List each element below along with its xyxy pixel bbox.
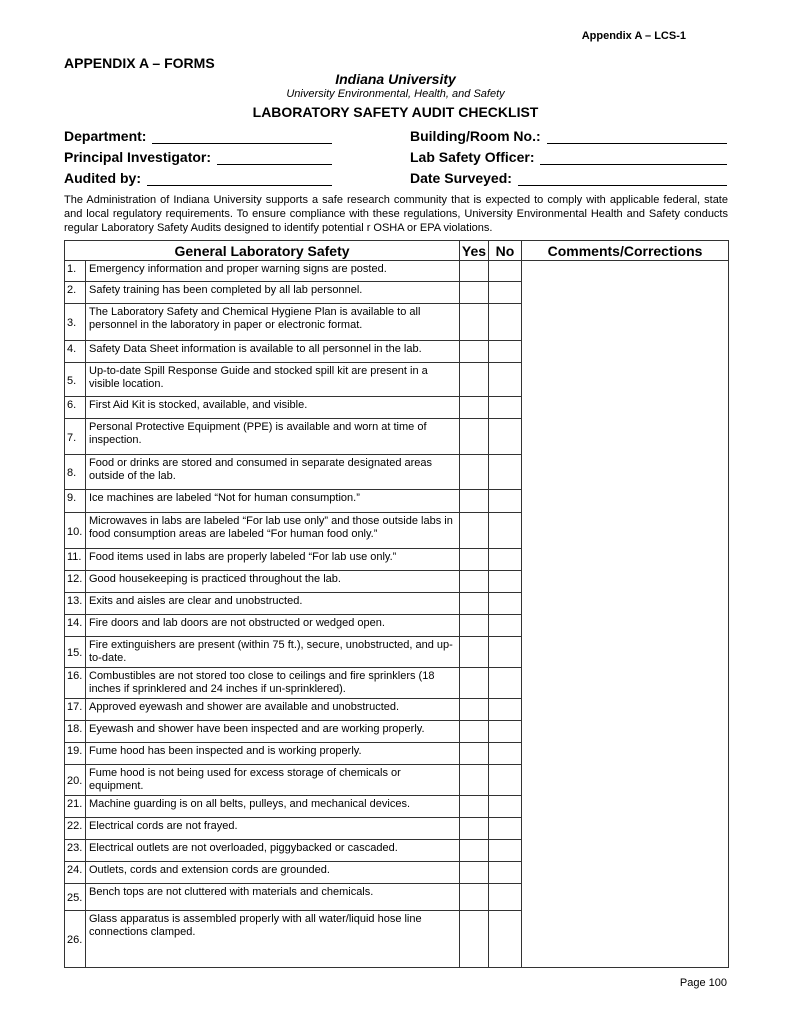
- yes-checkbox-cell[interactable]: [460, 796, 489, 818]
- date-surveyed-field: [410, 170, 727, 186]
- item-number: 2.: [65, 282, 86, 304]
- item-number: 25.: [65, 884, 86, 911]
- item-number: 7.: [65, 419, 86, 455]
- no-checkbox-cell[interactable]: [489, 549, 522, 571]
- date-surveyed-blank[interactable]: [518, 171, 727, 186]
- no-checkbox-cell[interactable]: [489, 490, 522, 513]
- yes-checkbox-cell[interactable]: [460, 549, 489, 571]
- page-number: Page 100: [679, 977, 727, 989]
- yes-checkbox-cell[interactable]: [460, 490, 489, 513]
- principal-investigator-label: Principal Investigator:: [64, 149, 212, 165]
- item-number: 16.: [65, 668, 86, 699]
- yes-checkbox-cell[interactable]: [460, 818, 489, 840]
- yes-checkbox-cell[interactable]: [460, 911, 489, 968]
- audited-by-label: Audited by:: [64, 170, 141, 186]
- item-text: Emergency information and proper warning signs are posted.: [86, 261, 460, 282]
- item-text: Safety Data Sheet information is available to all personnel in the lab.: [86, 341, 460, 363]
- no-checkbox-cell[interactable]: [489, 304, 522, 341]
- no-checkbox-cell[interactable]: [489, 513, 522, 549]
- item-text: Safety training has been completed by all lab personnel.: [86, 282, 460, 304]
- item-number: 5.: [65, 363, 86, 397]
- no-checkbox-cell[interactable]: [489, 593, 522, 615]
- item-text: Glass apparatus is assembled properly with all water/liquid hose line connections clamped.: [86, 911, 460, 968]
- lab-safety-officer-blank[interactable]: [540, 150, 727, 165]
- yes-checkbox-cell[interactable]: [460, 699, 489, 721]
- principal-investigator-blank[interactable]: [217, 150, 332, 165]
- forms-heading: APPENDIX A – FORMS: [64, 55, 215, 71]
- item-text: Fire doors and lab doors are not obstructed or wedged open.: [86, 615, 460, 637]
- lab-safety-officer-label: Lab Safety Officer:: [410, 149, 535, 165]
- no-checkbox-cell[interactable]: [489, 397, 522, 419]
- item-number: 13.: [65, 593, 86, 615]
- item-text: Approved eyewash and shower are available and unobstructed.: [86, 699, 460, 721]
- no-checkbox-cell[interactable]: [489, 363, 522, 397]
- yes-checkbox-cell[interactable]: [460, 637, 489, 668]
- item-text: Combustibles are not stored too close to ceilings and fire sprinklers (18 inches if sprinklered and 24 inches if un-sprinklered).: [86, 668, 460, 699]
- yes-checkbox-cell[interactable]: [460, 884, 489, 911]
- yes-checkbox-cell[interactable]: [460, 765, 489, 796]
- item-number: 9.: [65, 490, 86, 513]
- item-number: 4.: [65, 341, 86, 363]
- item-number: 19.: [65, 743, 86, 765]
- yes-checkbox-cell[interactable]: [460, 341, 489, 363]
- item-text: Fume hood has been inspected and is working properly.: [86, 743, 460, 765]
- no-header: No: [489, 241, 522, 261]
- audited-by-field: [64, 170, 332, 186]
- no-checkbox-cell[interactable]: [489, 721, 522, 743]
- no-checkbox-cell[interactable]: [489, 884, 522, 911]
- checklist-table: [64, 240, 729, 968]
- yes-checkbox-cell[interactable]: [460, 862, 489, 884]
- yes-checkbox-cell[interactable]: [460, 721, 489, 743]
- yes-checkbox-cell[interactable]: [460, 840, 489, 862]
- item-text: Food or drinks are stored and consumed in separate designated areas outside of the lab.: [86, 455, 460, 490]
- department-label: Department:: [64, 128, 147, 144]
- item-number: 12.: [65, 571, 86, 593]
- appendix-reference: Appendix A – LCS-1: [581, 30, 686, 42]
- no-checkbox-cell[interactable]: [489, 765, 522, 796]
- no-checkbox-cell[interactable]: [489, 455, 522, 490]
- item-text: Microwaves in labs are labeled “For lab use only” and those outside labs in food consumption areas are labeled “For human food only.”: [86, 513, 460, 549]
- no-checkbox-cell[interactable]: [489, 699, 522, 721]
- item-number: 3.: [65, 304, 86, 341]
- table-row: [65, 261, 729, 282]
- item-number: 20.: [65, 765, 86, 796]
- yes-checkbox-cell[interactable]: [460, 668, 489, 699]
- item-text: First Aid Kit is stocked, available, and visible.: [86, 397, 460, 419]
- no-checkbox-cell[interactable]: [489, 419, 522, 455]
- item-number: 14.: [65, 615, 86, 637]
- item-text: Outlets, cords and extension cords are grounded.: [86, 862, 460, 884]
- item-number: 1.: [65, 261, 86, 282]
- building-room-blank[interactable]: [547, 129, 727, 144]
- department-blank[interactable]: [152, 129, 332, 144]
- department-subtitle: University Environmental, Health, and Safety: [286, 88, 505, 100]
- item-number: 15.: [65, 637, 86, 668]
- no-checkbox-cell[interactable]: [489, 615, 522, 637]
- yes-checkbox-cell[interactable]: [460, 363, 489, 397]
- document-title: LABORATORY SAFETY AUDIT CHECKLIST: [252, 104, 539, 120]
- yes-checkbox-cell[interactable]: [460, 513, 489, 549]
- yes-header: Yes: [460, 241, 489, 261]
- item-text: Personal Protective Equipment (PPE) is available and worn at time of inspection.: [86, 419, 460, 455]
- no-checkbox-cell[interactable]: [489, 668, 522, 699]
- item-text: Up-to-date Spill Response Guide and stocked spill kit are present in a visible location.: [86, 363, 460, 397]
- yes-checkbox-cell[interactable]: [460, 571, 489, 593]
- no-checkbox-cell[interactable]: [489, 341, 522, 363]
- no-checkbox-cell[interactable]: [489, 911, 522, 968]
- item-text: Eyewash and shower have been inspected and are working properly.: [86, 721, 460, 743]
- item-text: The Laboratory Safety and Chemical Hygiene Plan is available to all personnel in the laboratory in paper or electronic format.: [86, 304, 460, 341]
- item-number: 11.: [65, 549, 86, 571]
- item-number: 6.: [65, 397, 86, 419]
- no-checkbox-cell[interactable]: [489, 571, 522, 593]
- table-header-row: [65, 241, 729, 261]
- no-checkbox-cell[interactable]: [489, 840, 522, 862]
- item-text: Food items used in labs are properly labeled “For lab use only.”: [86, 549, 460, 571]
- item-text: Machine guarding is on all belts, pulleys, and mechanical devices.: [86, 796, 460, 818]
- no-checkbox-cell[interactable]: [489, 862, 522, 884]
- item-number: 23.: [65, 840, 86, 862]
- yes-checkbox-cell[interactable]: [460, 261, 489, 282]
- principal-investigator-field: [64, 149, 332, 165]
- item-text: Fume hood is not being used for excess storage of chemicals or equipment.: [86, 765, 460, 796]
- item-text: Good housekeeping is practiced throughout the lab.: [86, 571, 460, 593]
- item-number: 22.: [65, 818, 86, 840]
- date-surveyed-label: Date Surveyed:: [410, 170, 512, 186]
- section-header: General Laboratory Safety: [65, 241, 460, 261]
- item-number: 26.: [65, 911, 86, 968]
- yes-checkbox-cell[interactable]: [460, 282, 489, 304]
- yes-checkbox-cell[interactable]: [460, 455, 489, 490]
- no-checkbox-cell[interactable]: [489, 818, 522, 840]
- building-room-label: Building/Room No.:: [410, 128, 541, 144]
- yes-checkbox-cell[interactable]: [460, 397, 489, 419]
- item-text: Fire extinguishers are present (within 75 ft.), secure, unobstructed, and up-to-date.: [86, 637, 460, 668]
- item-text: Electrical outlets are not overloaded, piggybacked or cascaded.: [86, 840, 460, 862]
- no-checkbox-cell[interactable]: [489, 796, 522, 818]
- no-checkbox-cell[interactable]: [489, 743, 522, 765]
- yes-checkbox-cell[interactable]: [460, 304, 489, 341]
- no-checkbox-cell[interactable]: [489, 282, 522, 304]
- item-number: 10.: [65, 513, 86, 549]
- intro-paragraph: The Administration of Indiana University supports a safe research community that is expected to comply with applicable federal, state and local regulatory requirements. To ensure compliance with these regulations, University Environmental Health and Safety conducts regular Laboratory Safety Audits designed to identify potential r OSHA or EPA violations.: [64, 194, 728, 234]
- item-number: 18.: [65, 721, 86, 743]
- university-name: Indiana University: [335, 71, 456, 87]
- audited-by-blank[interactable]: [147, 171, 332, 186]
- yes-checkbox-cell[interactable]: [460, 615, 489, 637]
- item-text: Ice machines are labeled “Not for human consumption.”: [86, 490, 460, 513]
- yes-checkbox-cell[interactable]: [460, 593, 489, 615]
- item-number: 21.: [65, 796, 86, 818]
- comments-header: Comments/Corrections: [522, 241, 729, 261]
- comments-cell[interactable]: [522, 261, 729, 968]
- no-checkbox-cell[interactable]: [489, 261, 522, 282]
- yes-checkbox-cell[interactable]: [460, 419, 489, 455]
- no-checkbox-cell[interactable]: [489, 637, 522, 668]
- building-room-field: [410, 128, 727, 144]
- item-text: Bench tops are not cluttered with materials and chemicals.: [86, 884, 460, 911]
- item-number: 8.: [65, 455, 86, 490]
- yes-checkbox-cell[interactable]: [460, 743, 489, 765]
- lab-safety-officer-field: [410, 149, 727, 165]
- item-text: Exits and aisles are clear and unobstructed.: [86, 593, 460, 615]
- department-field: [64, 128, 332, 144]
- item-text: Electrical cords are not frayed.: [86, 818, 460, 840]
- item-number: 17.: [65, 699, 86, 721]
- item-number: 24.: [65, 862, 86, 884]
